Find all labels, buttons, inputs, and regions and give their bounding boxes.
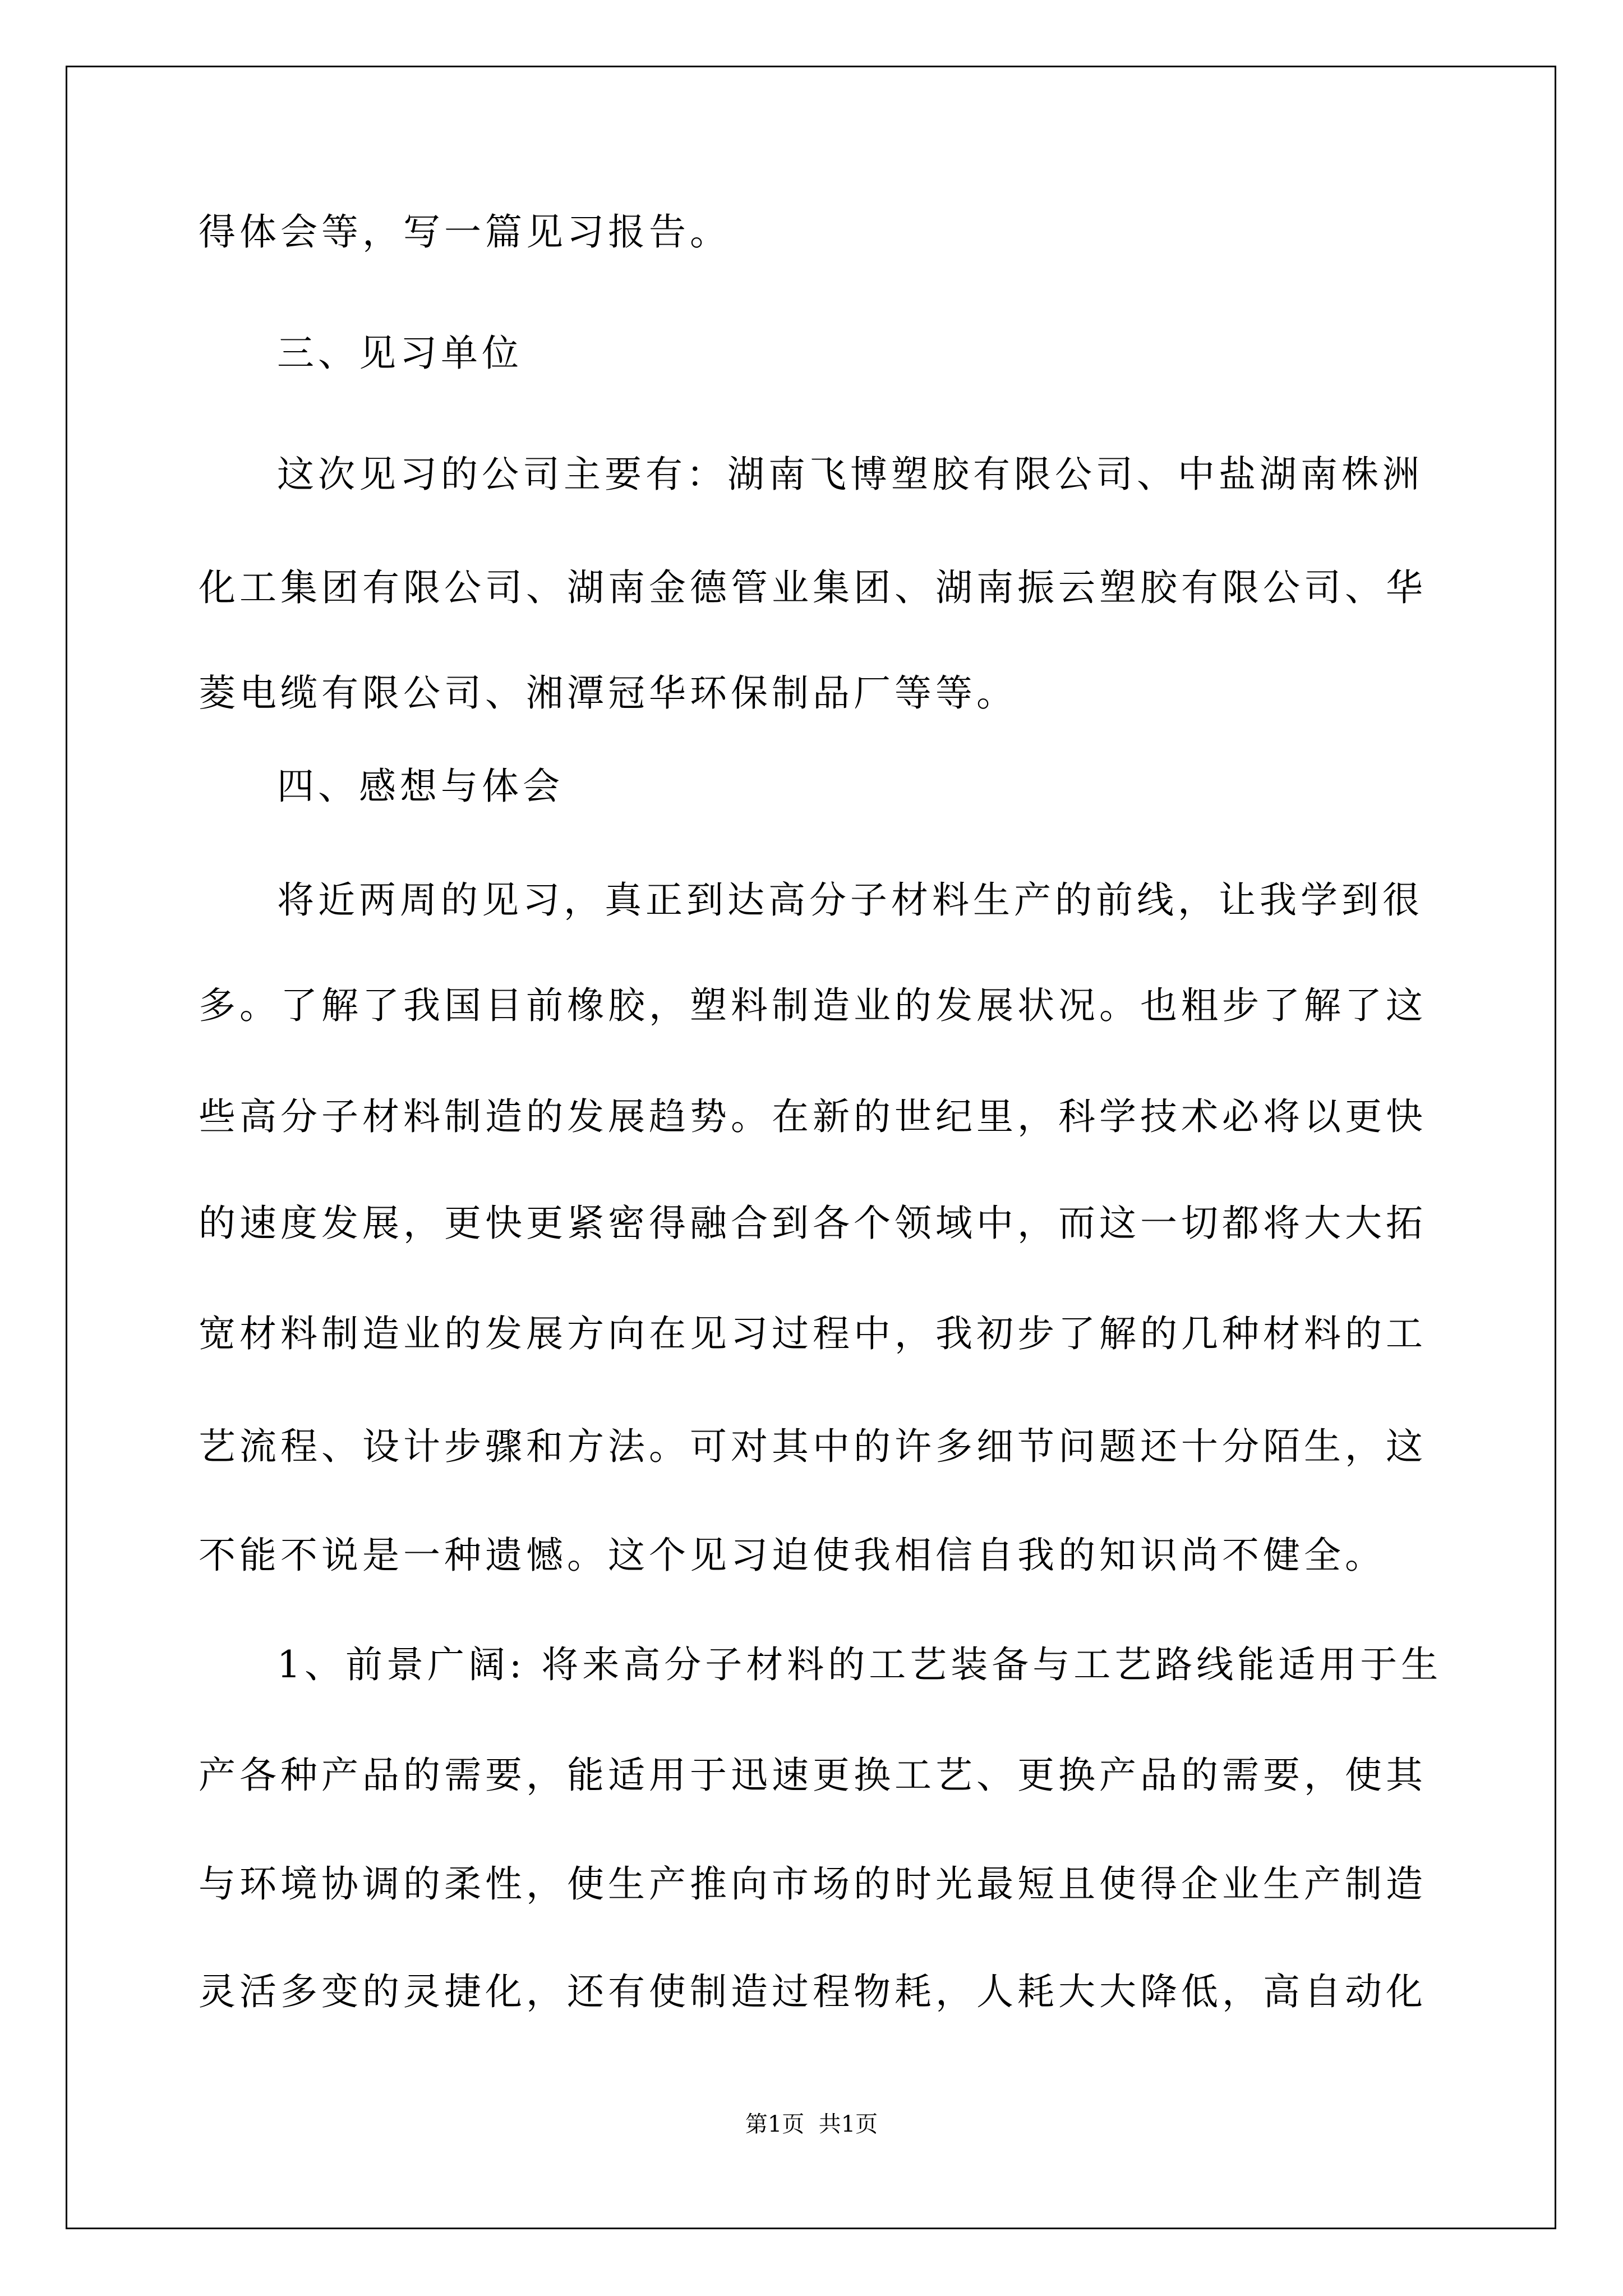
text-line: 化工集团有限公司、湖南金德管业集团、湖南振云塑胶有限公司、华 xyxy=(199,566,1427,609)
text-line: 1、前景广阔: 将来高分子材料的工艺装备与工艺路线能适用于生 xyxy=(277,1643,1442,1686)
text-line: 多。了解了我国目前橡胶，塑料制造业的发展状况。也粗步了解了这 xyxy=(199,984,1427,1027)
text-line: 与环境协调的柔性，使生产推向市场的时光最短且使得企业生产制造 xyxy=(199,1862,1427,1906)
page-number: 第1页 共1页 xyxy=(745,2111,878,2137)
text-line: 产各种产品的需要，能适用于迅速更换工艺、更换产品的需要，使其 xyxy=(199,1754,1427,1797)
text-line: 的速度发展，更快更紧密得融合到各个领域中，而这一切都将大大拓 xyxy=(199,1202,1427,1245)
text-line: 将近两周的见习，真正到达高分子材料生产的前线，让我学到很 xyxy=(277,878,1423,922)
text-line: 菱电缆有限公司、湘潭冠华环保制品厂等等。 xyxy=(199,671,1017,715)
text-line: 艺流程、设计步骤和方法。可对其中的许多细节问题还十分陌生，这 xyxy=(199,1425,1427,1468)
text-line: 灵活多变的灵捷化，还有使制造过程物耗，人耗大大降低，高自动化 xyxy=(199,1970,1427,2013)
text-line: 不能不说是一种遗憾。这个见习迫使我相信自我的知识尚不健全。 xyxy=(199,1534,1386,1577)
text-line: 这次见习的公司主要有：湖南飞博塑胶有限公司、中盐湖南株洲 xyxy=(277,453,1423,496)
text-line: 宽材料制造业的发展方向在见习过程中，我初步了解的几种材料的工 xyxy=(199,1312,1427,1355)
text-line: 些高分子材料制造的发展趋势。在新的世纪里，科学技术必将以更快 xyxy=(199,1095,1427,1138)
section-heading: 三、见习单位 xyxy=(277,332,523,375)
section-heading: 四、感想与体会 xyxy=(277,765,564,808)
text-line: 得体会等，写一篇见习报告。 xyxy=(199,210,731,254)
